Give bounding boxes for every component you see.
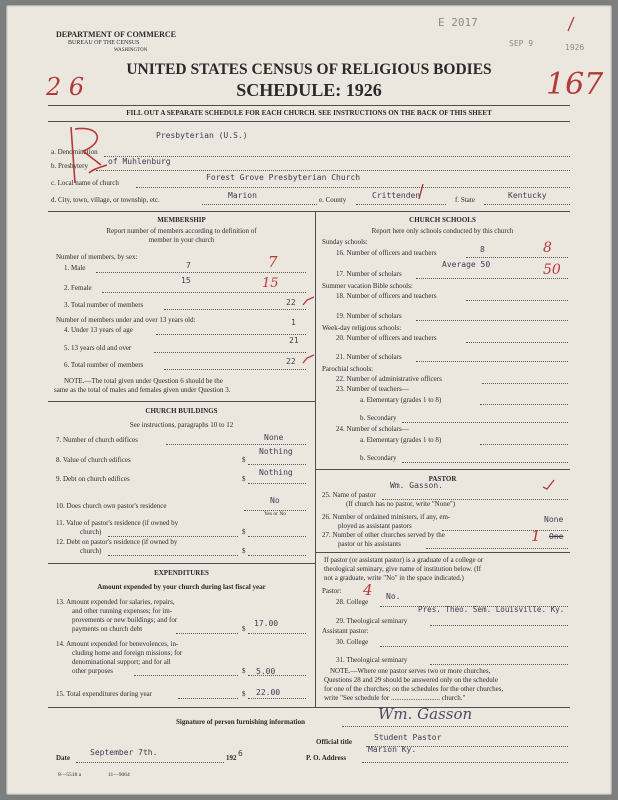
membership-note-line1: NOTE.—The total given under Question 6 should be the — [64, 377, 223, 385]
census-schedule-sheet — [6, 5, 612, 795]
date-value: September 7th. — [90, 748, 158, 757]
q12-dollar: $ — [242, 547, 246, 555]
q28-label: 28. College — [336, 598, 369, 606]
q17-ink: 50 — [543, 262, 561, 278]
q27-ink: 1 — [531, 527, 541, 545]
expenditures-sub: Amount expended by your church during last fiscal year — [97, 583, 266, 591]
county-label: e. County — [319, 196, 347, 204]
form-title: UNITED STATES CENSUS OF RELIGIOUS BODIES — [126, 61, 492, 78]
ink-right-mark: 167 — [546, 67, 604, 102]
assistant-pastor-subheading: Assistant pastor: — [322, 627, 369, 635]
q23a-label: a. Elementary (grades 1 to 8) — [360, 396, 442, 404]
membership-sub2: member in your church — [148, 236, 215, 244]
fill-instructions: FILL OUT A SEPARATE SCHEDULE FOR EACH CHURCH. SEE INSTRUCTIONS ON THE BACK OF THIS SHEET — [126, 109, 492, 117]
q15-label: 15. Total expenditures during year — [56, 690, 152, 698]
q21-label: 21. Number of scholars — [336, 353, 402, 361]
q10-value: No — [270, 496, 280, 505]
q27-line1: 27. Number of other churches served by the — [322, 531, 445, 539]
q7-label: 7. Number of church edifices — [56, 436, 138, 444]
q20-label: 20. Number of officers and teachers — [336, 334, 437, 342]
q3-label: 3. Total number of members — [64, 301, 144, 309]
ink-tick-icon — [566, 15, 586, 35]
stamp-date: SEP 9 — [509, 39, 534, 48]
city-town-value: Marion — [228, 191, 257, 200]
bureau-label: BUREAU OF THE CENSUS — [68, 40, 140, 46]
q1-label: 1. Male — [64, 264, 86, 272]
q16-value: 8 — [480, 245, 485, 254]
q1-value: 7 — [186, 261, 191, 270]
q18-label: 18. Number of officers and teachers — [336, 292, 437, 300]
q29-value: Pres. Theo. Sem. Louisville. Ky. — [418, 605, 565, 614]
q28-value: No. — [386, 592, 401, 601]
ink-check-icon — [302, 295, 316, 309]
graduate-note-line3: not a graduate, write "No" in the space indicated.) — [324, 574, 464, 582]
q25-label: 25. Name of pastor — [322, 491, 376, 499]
q6-value: 22 — [286, 357, 296, 366]
q14-line3: denominational support; and for all — [72, 658, 171, 666]
pastor-note-line1: NOTE.—Where one pastor serves two or more churches, — [330, 667, 491, 675]
form-number: 8—5518 a — [58, 772, 82, 778]
po-address-value: Marion Ky. — [368, 745, 417, 754]
q13-line4: payments on church debt — [72, 625, 143, 633]
membership-heading: MEMBERSHIP — [157, 216, 206, 224]
weekday-schools-label: Week-day religious schools: — [322, 324, 402, 332]
q5-value: 21 — [289, 336, 299, 345]
q13-line1: 13. Amount expended for salaries, repairs, — [56, 598, 175, 606]
q12-label-line2: church) — [80, 547, 102, 555]
q30-label: 30. College — [336, 638, 369, 646]
q15-value: 22.00 — [256, 688, 281, 697]
denomination-label: a. Denomination — [51, 148, 98, 156]
state-value: Kentucky — [508, 191, 547, 200]
q9-label: 9. Debt on church edifices — [56, 475, 130, 483]
q24-label: 24. Number of scholars— — [336, 425, 409, 433]
q8-value: Nothing — [259, 447, 293, 456]
q15-dollar: $ — [242, 690, 246, 698]
ink-scribble-icon — [61, 121, 121, 191]
q27-line2: pastor or his assistants — [338, 540, 401, 548]
q12-label-line1: 12. Debt on pastor's residence (if owned by — [56, 538, 178, 546]
q23-label: 23. Number of teachers— — [336, 385, 409, 393]
denomination-value: Presbyterian (U.S.) — [156, 131, 248, 140]
schedule-title: SCHEDULE: 1926 — [236, 80, 382, 100]
buildings-sub: See instructions, paragraphs 10 to 12 — [129, 421, 234, 429]
q8-dollar: $ — [242, 456, 246, 464]
q17-label: 17. Number of scholars — [336, 270, 402, 278]
q29-label: 29. Theological seminary — [336, 617, 408, 625]
signature-value: Wm. Gasson — [378, 705, 473, 723]
q2-label: 2. Female — [64, 284, 92, 292]
q31-label: 31. Theological seminary — [336, 656, 408, 664]
q16-label: 16. Number of officers and teachers — [336, 249, 437, 257]
q14-line1: 14. Amount expended for benevolences, in- — [56, 640, 179, 648]
pastor-heading: PASTOR — [428, 475, 457, 483]
pastor-note-line2: Questions 28 and 29 should be answered only on the schedule — [324, 676, 498, 684]
q24a-label: a. Elementary (grades 1 to 8) — [360, 436, 442, 444]
q25-hint: (If church has no pastor, write "None") — [346, 500, 456, 508]
q11-label-line1: 11. Value of pastor's residence (if owned by — [56, 519, 179, 527]
stamp-number: E 2017 — [438, 16, 478, 29]
q25-value: Wm. Gasson. — [390, 481, 443, 490]
q22-label: 22. Number of administrative officers — [336, 375, 442, 383]
expenditures-heading: EXPENDITURES — [154, 569, 209, 577]
q19-label: 19. Number of scholars — [336, 312, 402, 320]
year-prefix: 192 — [226, 754, 237, 762]
q13-value: 17.00 — [254, 619, 279, 628]
q2-ink: 15 — [262, 276, 279, 291]
pastor-note-line3: for one of the churches; on the schedules for the other churches, — [324, 685, 504, 693]
official-title-label: Official title — [316, 738, 352, 746]
buildings-heading: CHURCH BUILDINGS — [145, 407, 218, 415]
q2-value: 15 — [181, 276, 191, 285]
q9-value: Nothing — [259, 468, 293, 477]
q11-label-line2: church) — [80, 528, 102, 536]
schools-heading: CHURCH SCHOOLS — [409, 216, 476, 224]
q6-label: 6. Total number of members — [64, 361, 144, 369]
members-by-sex-label: Number of members, by sex: — [56, 253, 138, 261]
official-title-value: Student Pastor — [374, 733, 442, 742]
stamp-year: 1926 — [565, 43, 585, 52]
vacation-schools-label: Summer vacation Bible schools: — [322, 282, 413, 290]
q14-value: 5.00 — [256, 667, 276, 676]
q14-dollar: $ — [242, 667, 246, 675]
department-label: DEPARTMENT OF COMMERCE — [56, 30, 177, 39]
presbytery-value: of Muhlenburg — [108, 157, 171, 166]
q9-dollar: $ — [242, 475, 246, 483]
ink-check-icon — [302, 353, 316, 367]
q10-hint: Yes or No — [264, 511, 287, 517]
presbytery-label: b. Presbytery — [51, 162, 88, 170]
q8-label: 8. Value of church edifices — [56, 456, 131, 464]
members-by-age-label: Number of members under and over 13 years old: — [56, 316, 196, 324]
q23b-label: b. Secondary — [360, 414, 397, 422]
q4-label: 4. Under 13 years of age — [64, 326, 133, 334]
pastor-subheading: Pastor: — [322, 587, 342, 595]
q26-line2: ployed as assistant pastors — [338, 522, 412, 530]
q17-value: Average 50 — [442, 260, 491, 269]
city-label: WASHINGTON — [114, 48, 148, 53]
q13-dollar: $ — [242, 625, 246, 633]
q14-line2: cluding home and foreign missions; for — [72, 649, 183, 657]
q26-line1: 26. Number of ordained ministers, if any, em- — [322, 513, 451, 521]
date-label: Date — [56, 754, 70, 762]
q13-line3: provements or new buildings; and for — [72, 616, 178, 624]
sunday-schools-label: Sunday schools: — [322, 238, 368, 246]
q14-line4: other purposes — [72, 667, 114, 675]
year-value: 6 — [238, 749, 243, 758]
q10-label: 10. Does church own pastor's residence — [56, 502, 167, 510]
ink-check-icon — [542, 479, 556, 491]
ink-check-icon — [416, 181, 428, 203]
q24b-label: b. Secondary — [360, 454, 397, 462]
signature-label: Signature of person furnishing information — [176, 718, 305, 726]
print-number: 11—9064 — [108, 772, 130, 778]
q28-ink: 4 — [363, 581, 373, 599]
graduate-note-line1: If pastor (or assistant pastor) is a graduate of a college or — [324, 556, 484, 564]
ink-left-mark: 2 6 — [46, 73, 85, 101]
q5-label: 5. 13 years old and over — [64, 344, 132, 352]
q11-dollar: $ — [242, 528, 246, 536]
q1-ink: 7 — [268, 253, 278, 271]
local-name-label: c. Local name of church — [51, 179, 119, 187]
state-label: f. State — [455, 196, 475, 204]
q16-ink: 8 — [543, 240, 552, 256]
q27-value: One — [549, 532, 564, 541]
parochial-schools-label: Parochial schools: — [322, 365, 374, 373]
schools-sub: Report here only schools conducted by this church — [371, 227, 514, 235]
q7-value: None — [264, 433, 284, 442]
membership-sub1: Report number of members according to definition of — [106, 227, 257, 235]
q26-value: None — [544, 515, 564, 524]
county-value: Crittenden — [372, 191, 421, 200]
city-town-label: d. City, town, village, or township, etc. — [51, 196, 160, 204]
pastor-note-line4: write "See schedule for ............................ church." — [324, 694, 466, 702]
q3-value: 22 — [286, 298, 296, 307]
po-address-label: P. O. Address — [306, 754, 347, 762]
local-name-value: Forest Grove Presbyterian Church — [206, 173, 361, 182]
graduate-note-line2: theological seminary, give name of institution below. (If — [324, 565, 482, 573]
q4-value: 1 — [291, 318, 296, 327]
membership-note-line2: same as the total of males and females given under Question 3. — [54, 386, 231, 394]
q13-line2: and other running expenses; for im- — [72, 607, 173, 615]
